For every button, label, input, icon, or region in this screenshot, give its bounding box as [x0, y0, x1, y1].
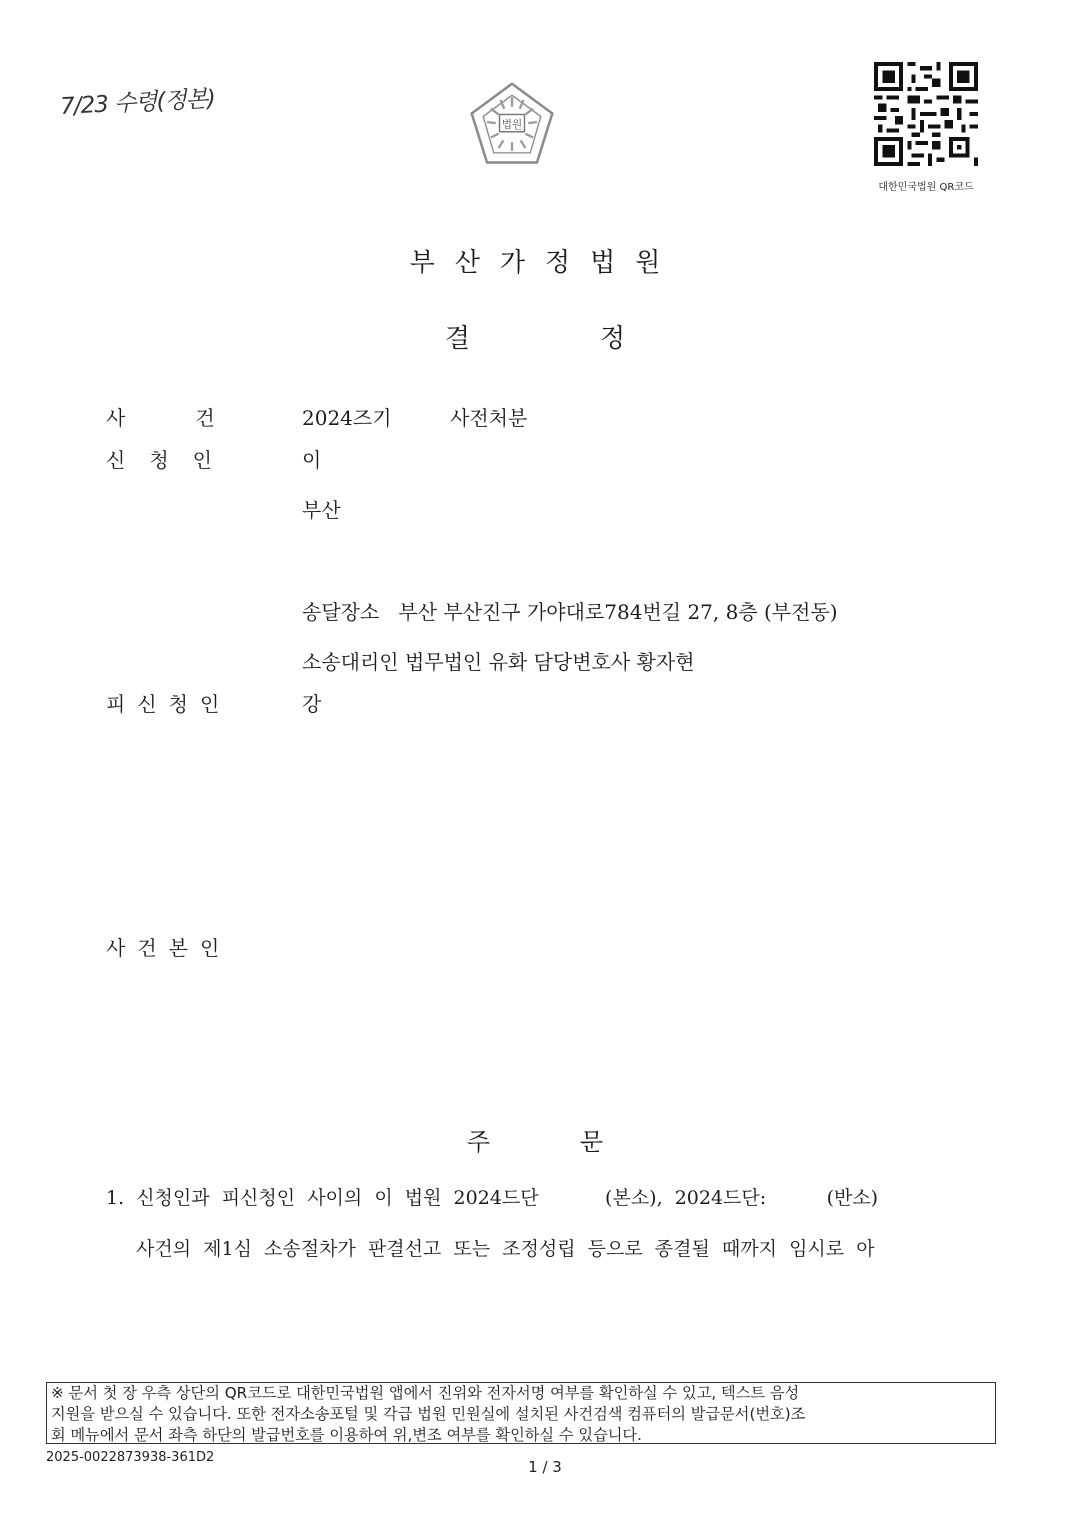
qr-code-label: 대한민국법원 QR코드: [878, 182, 974, 193]
document-number: 2025-0022873938-361D2: [46, 1450, 215, 1465]
page-number: 1 / 3: [528, 1458, 562, 1476]
court-seal-icon: [464, 78, 560, 174]
order-line-2: 사건의 제1심 소송절차가 판결선고 또는 조정성립 등으로 종결될 때까지 임시로 아: [136, 1238, 875, 1260]
applicant-label: 신청인: [106, 448, 236, 472]
case-label: 사건: [106, 406, 285, 430]
notice-line-3: 회 메뉴에서 문서 좌측 하단의 발급번호를 이용하여 위,변조 여부를 확인하실 수 있습니다.: [51, 1426, 642, 1444]
applicant-name: 이: [302, 448, 322, 472]
respondent-label: 피신청인: [106, 692, 232, 716]
verification-notice-box: [46, 1382, 996, 1444]
court-name: 부산가정법원: [409, 248, 681, 278]
applicant-service-address: 송달장소 부산 부산진구 가야대로784번길 27, 8층 (부전동): [302, 600, 838, 624]
order-line-1: 1. 신청인과 피신청인 사이의 이 법원 2024드단 (본소), 2024드단: (반소): [106, 1187, 879, 1209]
applicant-address: 부산: [302, 498, 341, 522]
case-number: 2024즈기: [302, 406, 392, 430]
notice-line-1: ※ 문서 첫 장 우측 상단의 QR코드로 대한민국법원 앱에서 진위와 전자서명 여부를 확인하실 수 있고, 텍스트 음성: [51, 1384, 800, 1402]
handwritten-receipt-note: 7/23 수령(정본): [59, 85, 216, 121]
respondent-name: 강: [302, 692, 322, 716]
principal-label: 사건본인: [106, 936, 232, 960]
order-heading: 주문: [466, 1128, 694, 1156]
case-type: 사전처분: [450, 406, 528, 430]
notice-line-2: 지원을 받으실 수 있습니다. 또한 전자소송포털 및 각급 법원 민원실에 설치된 사건검색 컴퓨터의 발급문서(번호)조: [51, 1405, 806, 1423]
applicant-attorney: 소송대리인 법무법인 유화 담당변호사 황자현: [302, 650, 695, 674]
qr-code-icon: [874, 62, 978, 166]
document-title: 결정: [444, 324, 756, 354]
seal-text: 법원: [501, 118, 523, 131]
